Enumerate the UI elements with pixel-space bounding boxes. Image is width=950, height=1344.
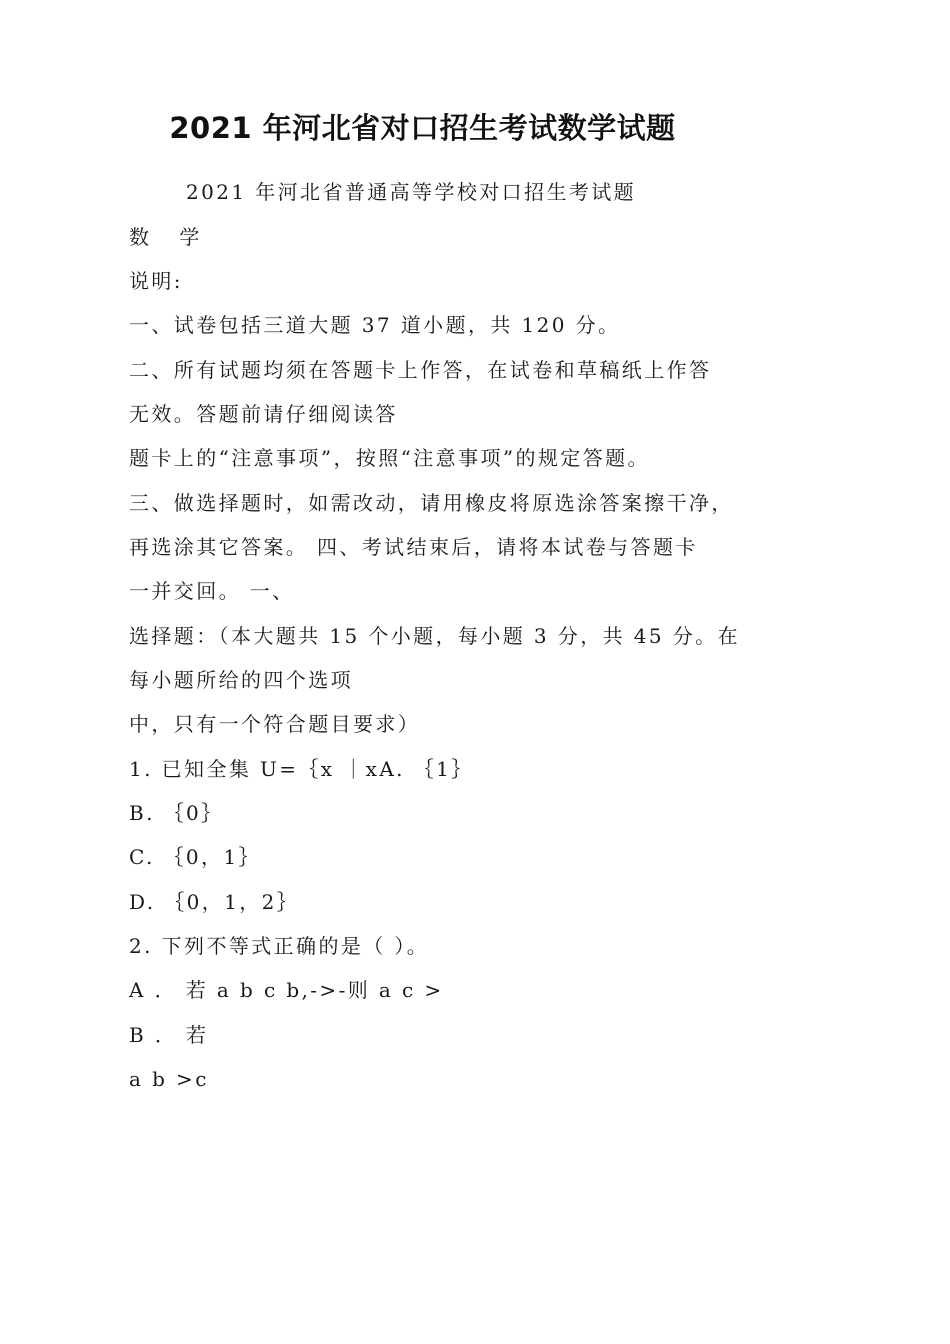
instruction-line: 二、所有试题均须在答题卡上作答，在试卷和草稿纸上作答 [129, 358, 712, 382]
document-subtitle: 2021 年河北省普通高等学校对口招生考试题 [186, 180, 637, 204]
question-2-option-a: A ． 若 a b c b,->-则 a c > [129, 978, 444, 1002]
subject-line: 数 学 [129, 225, 212, 249]
section-intro-line: 选择题：（本大题共 15 个小题，每小题 3 分，共 45 分。在 [129, 624, 740, 648]
instruction-line: 三、做选择题时，如需改动，请用橡皮将原选涂答案擦干净， [129, 491, 734, 515]
instruction-line: 无效。答题前请仔细阅读答 [129, 402, 398, 426]
question-1-option-b: B. ｛0｝ [129, 801, 224, 825]
question-2-stem: 2. 下列不等式正确的是（ ）。 [129, 934, 430, 958]
question-1-stem: 1. 已知全集 U=｛x ｜xA. ｛1｝ [129, 757, 474, 781]
question-1-option-c: C. ｛0，1｝ [129, 845, 261, 869]
section-intro-line: 每小题所给的四个选项 [129, 668, 353, 692]
section-intro-line: 中，只有一个符合题目要求） [129, 712, 421, 736]
instruction-line: 再选涂其它答案。 四、考试结束后，请将本试卷与答题卡 [129, 535, 698, 559]
question-1-option-d: D. ｛0，1，2｝ [129, 890, 300, 914]
instructions-heading: 说明: [129, 269, 183, 293]
instruction-line: 题卡上的“注意事项”，按照“注意事项”的规定答题。 [129, 446, 650, 470]
instruction-line: 一并交回。 一、 [129, 579, 295, 603]
question-2-option-b-continued: a b >c [129, 1067, 209, 1091]
question-2-option-b: B ． 若 [129, 1023, 209, 1047]
instruction-line: 一、试卷包括三道大题 37 道小题，共 120 分。 [129, 313, 621, 337]
document-title: 2021 年河北省对口招生考试数学试题 [169, 111, 676, 145]
